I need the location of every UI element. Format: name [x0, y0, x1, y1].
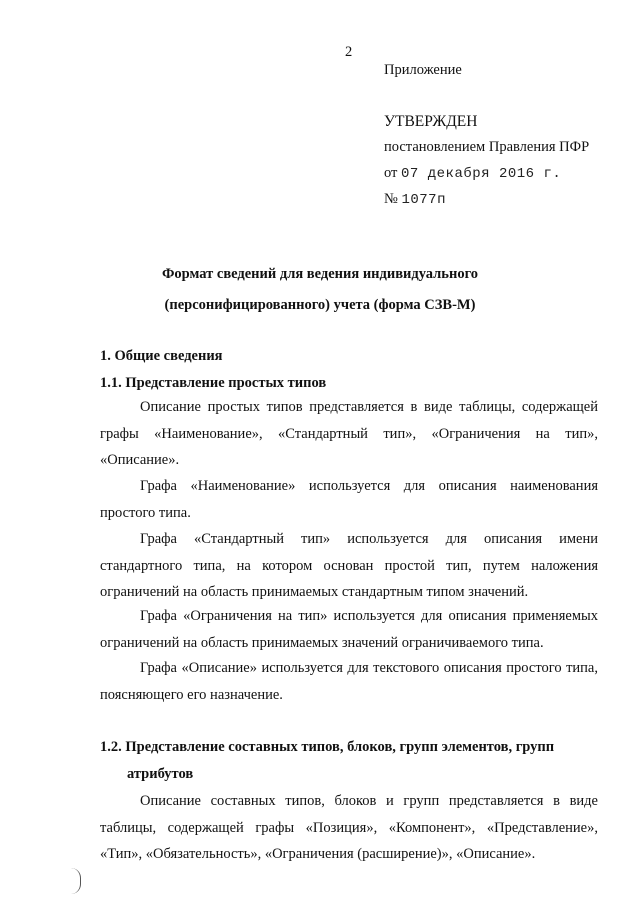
paragraph-simple-types: Описание простых типов представляется в виде таблицы, содержащей графы «Наименование», «Стандартный тип», «Ограничения на тип», «Описание». [100, 399, 598, 469]
section-heading-general: 1. Общие сведения [100, 348, 223, 364]
decree-date: 07 декабря 2016 г. [401, 166, 562, 182]
date-prefix: от [384, 165, 398, 181]
subsection-heading-composite-types-cont: атрибутов [127, 766, 194, 782]
paragraph-description-column: Графа «Описание» используется для текстового описания простого типа, поясняющего его назначение. [100, 660, 598, 703]
decree-number-line [384, 191, 446, 209]
subsection-heading-composite-types: 1.2. Представление составных типов, блоков, групп элементов, групп [100, 739, 555, 755]
subsection-heading-simple-types: 1.1. Представление простых типов [100, 375, 327, 391]
decree-date-line [384, 165, 561, 183]
paragraph-restrictions-column: Графа «Ограничения на тип» используется для описания применяемых ограничений на область принимаемых значений ограничиваемого типа. [100, 608, 598, 651]
margin-mark [70, 868, 81, 894]
approved-label: УТВЕРЖДЕН [384, 113, 478, 130]
appendix-label: Приложение [384, 62, 462, 78]
document-title-line-1: Формат сведений для ведения индивидуального [161, 266, 479, 282]
decree-number: 1077п [401, 192, 446, 208]
paragraph-composite-types: Описание составных типов, блоков и групп представляется в виде таблицы, содержащей графы «Позиция», «Компонент», «Представление», «Тип», «Обязательность», «Ограничения (расширение)», «Описание». [100, 793, 598, 863]
paragraph-name-column: Графа «Наименование» используется для описания наименования простого типа. [100, 478, 598, 521]
document-title-line-2: (персонифицированного) учета (форма СЗВ-М) [164, 297, 476, 313]
paragraph-standard-type-column: Графа «Стандартный тип» используется для описания имени стандартного типа, на котором основан простой тип, путем наложения ограничений на область принимаемых стандартным типом значений. [100, 531, 598, 601]
number-prefix: № [384, 191, 398, 207]
decree-line: постановлением Правления ПФР [384, 139, 590, 155]
page-number: 2 [345, 44, 353, 60]
